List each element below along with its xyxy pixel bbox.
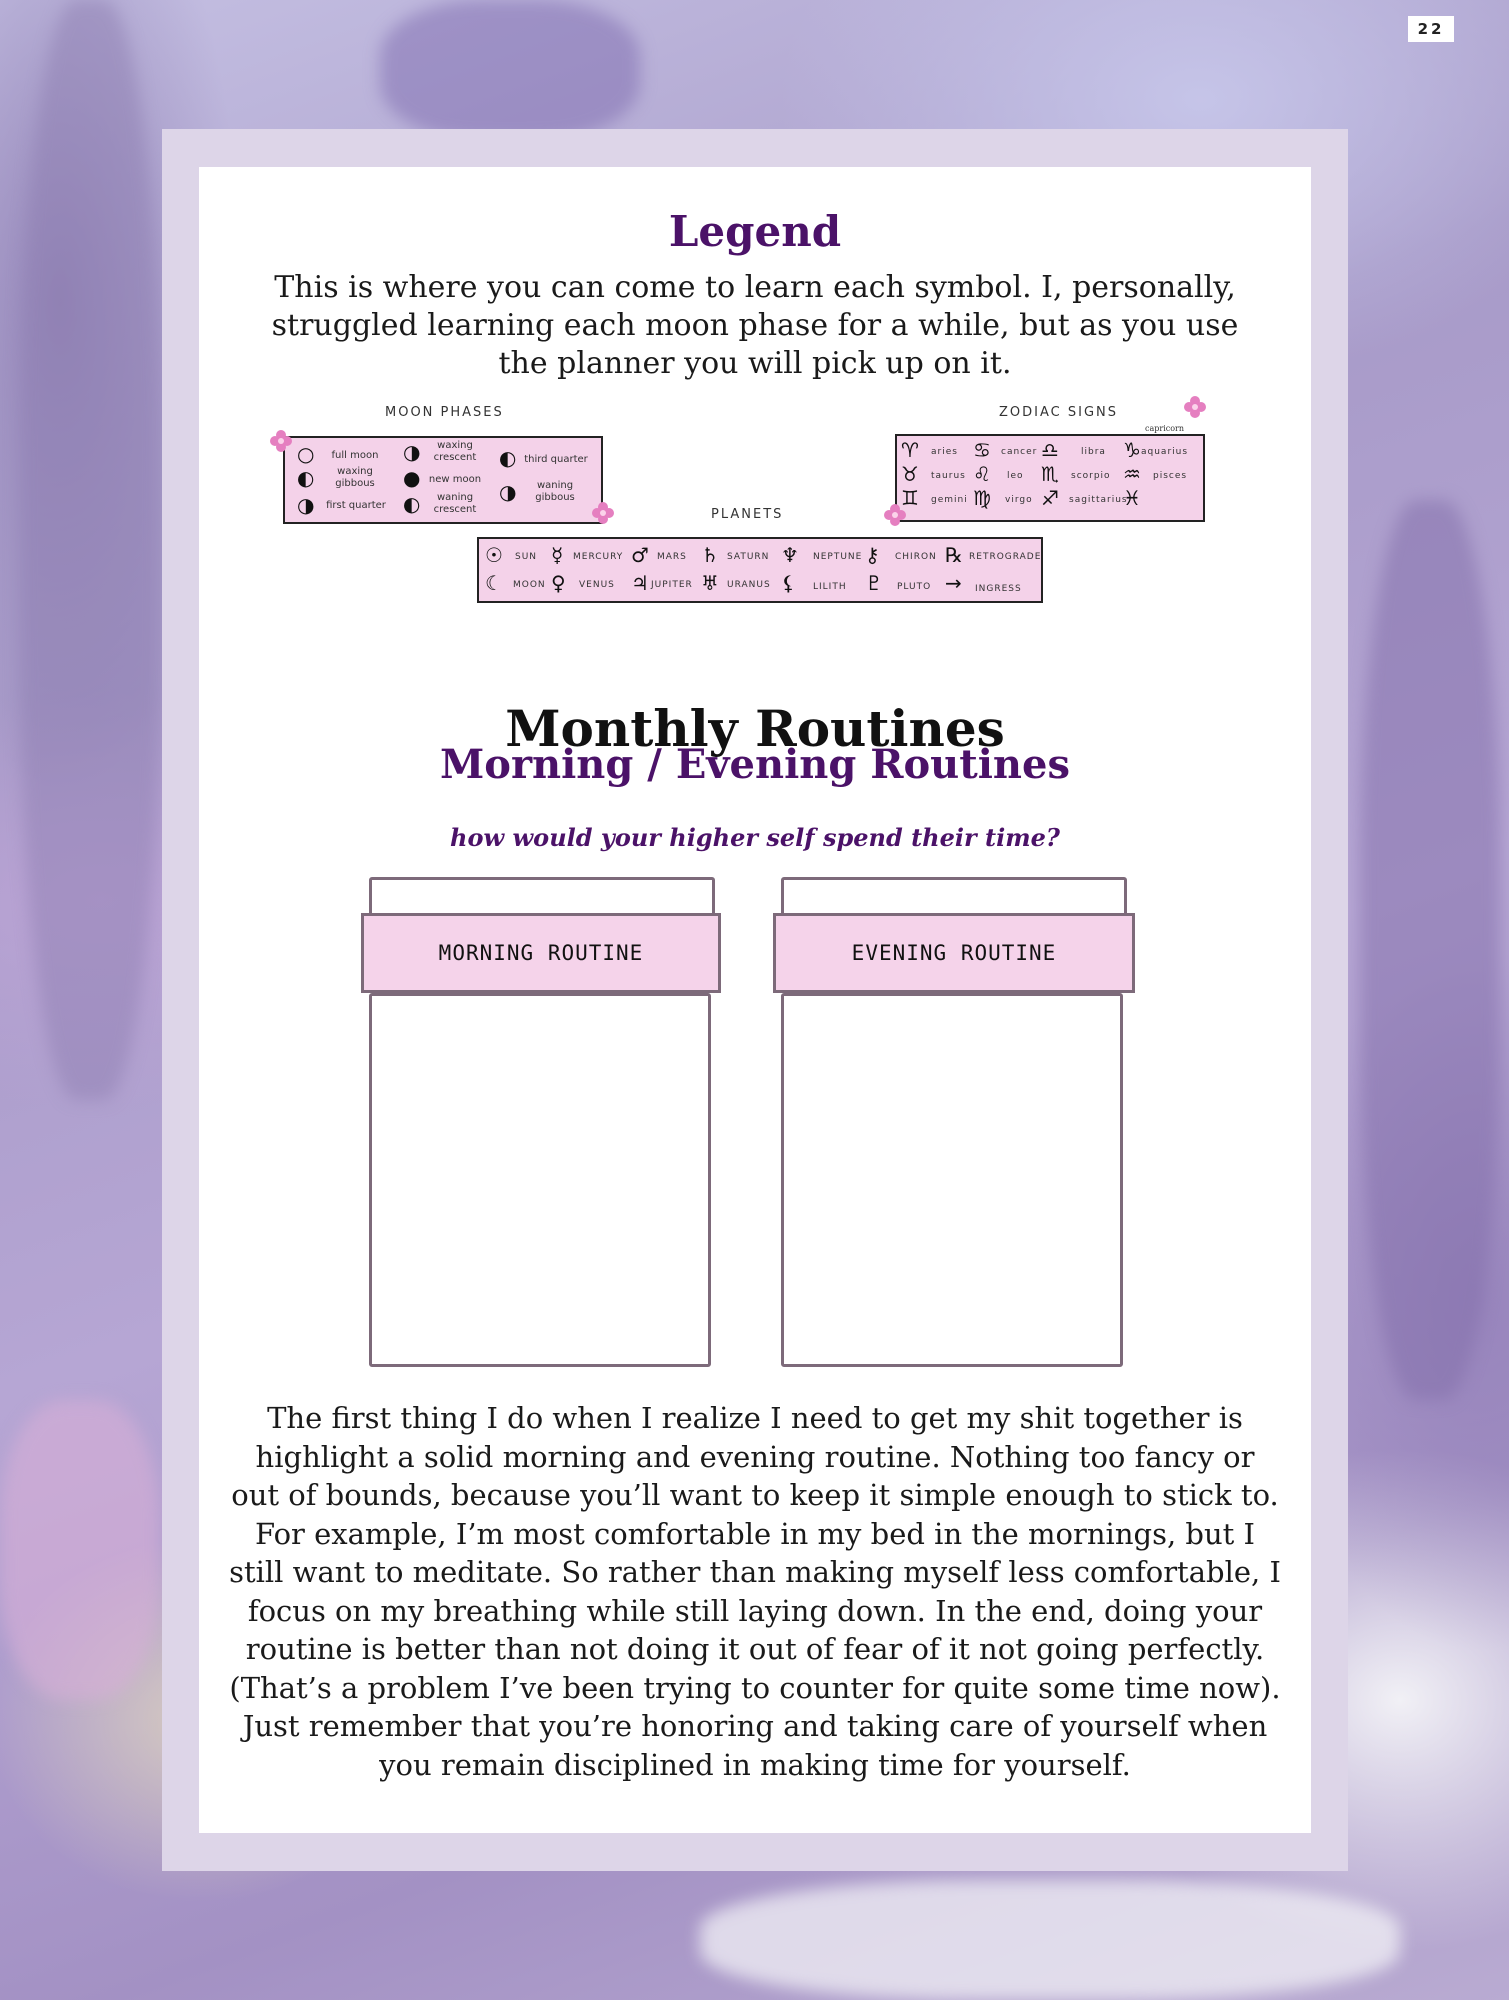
page-number: 22 (1408, 16, 1454, 42)
background-brush (700, 1880, 1400, 2000)
planet-label: MOON (513, 580, 546, 590)
moon-icon: ☾ (485, 571, 503, 595)
body-paragraph: The first thing I do when I realize I need to get my shit together is highlight a solid morning and evening routine. Nothing too fancy or out of bounds, because you’ll want to keep it simple enough to stick to. For example, I’m most comfortable in my bed in the mornings, but I still want to meditate. So rather than making myself less comfortable, I focus on my breathing while still laying down. In the end, doing your routine is better than not doing it out of fear of it not going perfectly. (That’s a problem I’ve been trying to counter for quite some time now). Just remember that you’re honoring and taking care of yourself when you remain disciplined in making time for yourself. (229, 1401, 1281, 1782)
legend-description: This is where you can come to learn each symbol. I, personally, struggled learning each moon phase for a while, but as you use the planner you will pick up on it. (271, 270, 1239, 381)
background-brush (380, 0, 640, 140)
evening-routine-input-area[interactable] (781, 993, 1123, 1367)
first-quarter-icon: ◑ (297, 493, 315, 517)
zodiac-label: gemini (931, 495, 968, 505)
flower-icon (1183, 395, 1207, 419)
new-moon-icon: ● (403, 466, 421, 490)
planet-label: JUPITER (651, 580, 693, 590)
page-frame (162, 129, 1348, 1871)
planet-label: INGRESS (975, 584, 1022, 594)
ingress-arrow-icon: → (945, 571, 962, 595)
uranus-icon: ♅ (701, 571, 719, 595)
zodiac-label: pisces (1153, 471, 1188, 481)
sun-icon: ☉ (485, 543, 503, 567)
third-quarter-icon: ◐ (499, 446, 517, 470)
cancer-icon: ♋ (973, 438, 991, 462)
background-brush (20, 0, 160, 1100)
routine-prompt: how would your higher self spend their time? (450, 823, 1060, 852)
planet-label: SATURN (727, 552, 770, 562)
libra-icon: ♎ (1041, 438, 1059, 462)
zodiac-label: aquarius (1141, 447, 1189, 457)
gemini-icon: ♊ (901, 486, 919, 510)
moon-phase-label: third quarter (524, 454, 588, 465)
planet-label: URANUS (727, 580, 771, 590)
morning-routine-input-area[interactable] (369, 993, 711, 1367)
venus-icon: ♀ (551, 571, 566, 595)
pluto-icon: ♇ (865, 571, 883, 595)
capricorn-icon: ♑ (1123, 438, 1141, 462)
zodiac-label: aries (931, 447, 958, 457)
moon-phase-label: waxing crescent (433, 440, 477, 463)
morning-evening-subtitle: Morning / Evening Routines (440, 741, 1070, 788)
morning-routine-header: MORNING ROUTINE (361, 913, 721, 993)
jupiter-icon: ♃ (631, 571, 649, 595)
lilith-icon: ⚸ (781, 571, 796, 595)
planet-label: PLUTO (897, 582, 932, 592)
sagittarius-icon: ♐ (1041, 486, 1059, 510)
waxing-crescent-icon: ◑ (403, 440, 421, 464)
planet-label: CHIRON (895, 552, 937, 562)
neptune-icon: ♆ (781, 543, 799, 567)
virgo-icon: ♍ (973, 486, 991, 510)
scorpio-icon: ♏ (1041, 462, 1059, 486)
waning-crescent-icon: ◐ (403, 492, 421, 516)
planets-heading: PLANETS (711, 507, 784, 522)
waning-gibbous-icon: ◑ (499, 480, 517, 504)
zodiac-label: libra (1081, 447, 1106, 457)
zodiac-label: scorpio (1071, 471, 1111, 481)
moon-phase-label: waxing gibbous (335, 466, 375, 489)
planet-label: SUN (515, 552, 538, 562)
planets-box (477, 537, 1043, 603)
aries-icon: ♈ (901, 438, 919, 462)
full-moon-icon: ○ (297, 442, 315, 466)
legend-title: Legend (668, 207, 842, 256)
taurus-icon: ♉ (901, 462, 919, 486)
background-brush (1360, 500, 1500, 1400)
evening-routine-header: EVENING ROUTINE (773, 913, 1135, 993)
planet-label: RETROGRADE (969, 552, 1042, 562)
moon-phase-label: new moon (428, 474, 482, 485)
moon-phase-label: first quarter (326, 500, 386, 511)
moon-phase-label: full moon (331, 450, 379, 461)
planet-label: VENUS (579, 580, 615, 590)
retrograde-icon: ℞ (945, 543, 963, 567)
planet-label: LILITH (813, 582, 847, 592)
flower-icon (269, 429, 293, 453)
mercury-icon: ☿ (551, 543, 564, 567)
zodiac-label: virgo (1005, 495, 1033, 505)
moon-phase-label: waning crescent (433, 492, 477, 515)
content-sheet (199, 167, 1311, 1833)
flower-icon (883, 503, 907, 527)
moon-phases-box (283, 436, 603, 524)
saturn-icon: ♄ (701, 543, 719, 567)
pisces-icon: ♓ (1123, 486, 1141, 510)
flower-icon (591, 501, 615, 525)
zodiac-label-capricorn: capricorn (1145, 424, 1185, 433)
planet-label: MERCURY (573, 552, 624, 562)
background-brush (0, 1400, 160, 1700)
moon-phase-label: waning gibbous (535, 480, 575, 503)
zodiac-signs-heading: ZODIAC SIGNS (999, 405, 1118, 420)
waxing-gibbous-icon: ◐ (297, 466, 315, 490)
moon-phases-heading: MOON PHASES (385, 405, 504, 420)
zodiac-label: cancer (1001, 447, 1038, 457)
zodiac-label: leo (1007, 471, 1024, 481)
chiron-icon: ⚷ (865, 543, 880, 567)
mars-icon: ♂ (631, 543, 649, 567)
leo-icon: ♌ (973, 462, 991, 486)
planet-label: MARS (657, 552, 687, 562)
aquarius-icon: ♒ (1123, 462, 1141, 486)
zodiac-label: sagittarius (1069, 495, 1128, 505)
zodiac-signs-box (895, 434, 1205, 522)
planet-label: NEPTUNE (813, 552, 863, 562)
zodiac-label: taurus (931, 471, 966, 481)
monthly-routines-title: Monthly Routines (505, 699, 1005, 758)
